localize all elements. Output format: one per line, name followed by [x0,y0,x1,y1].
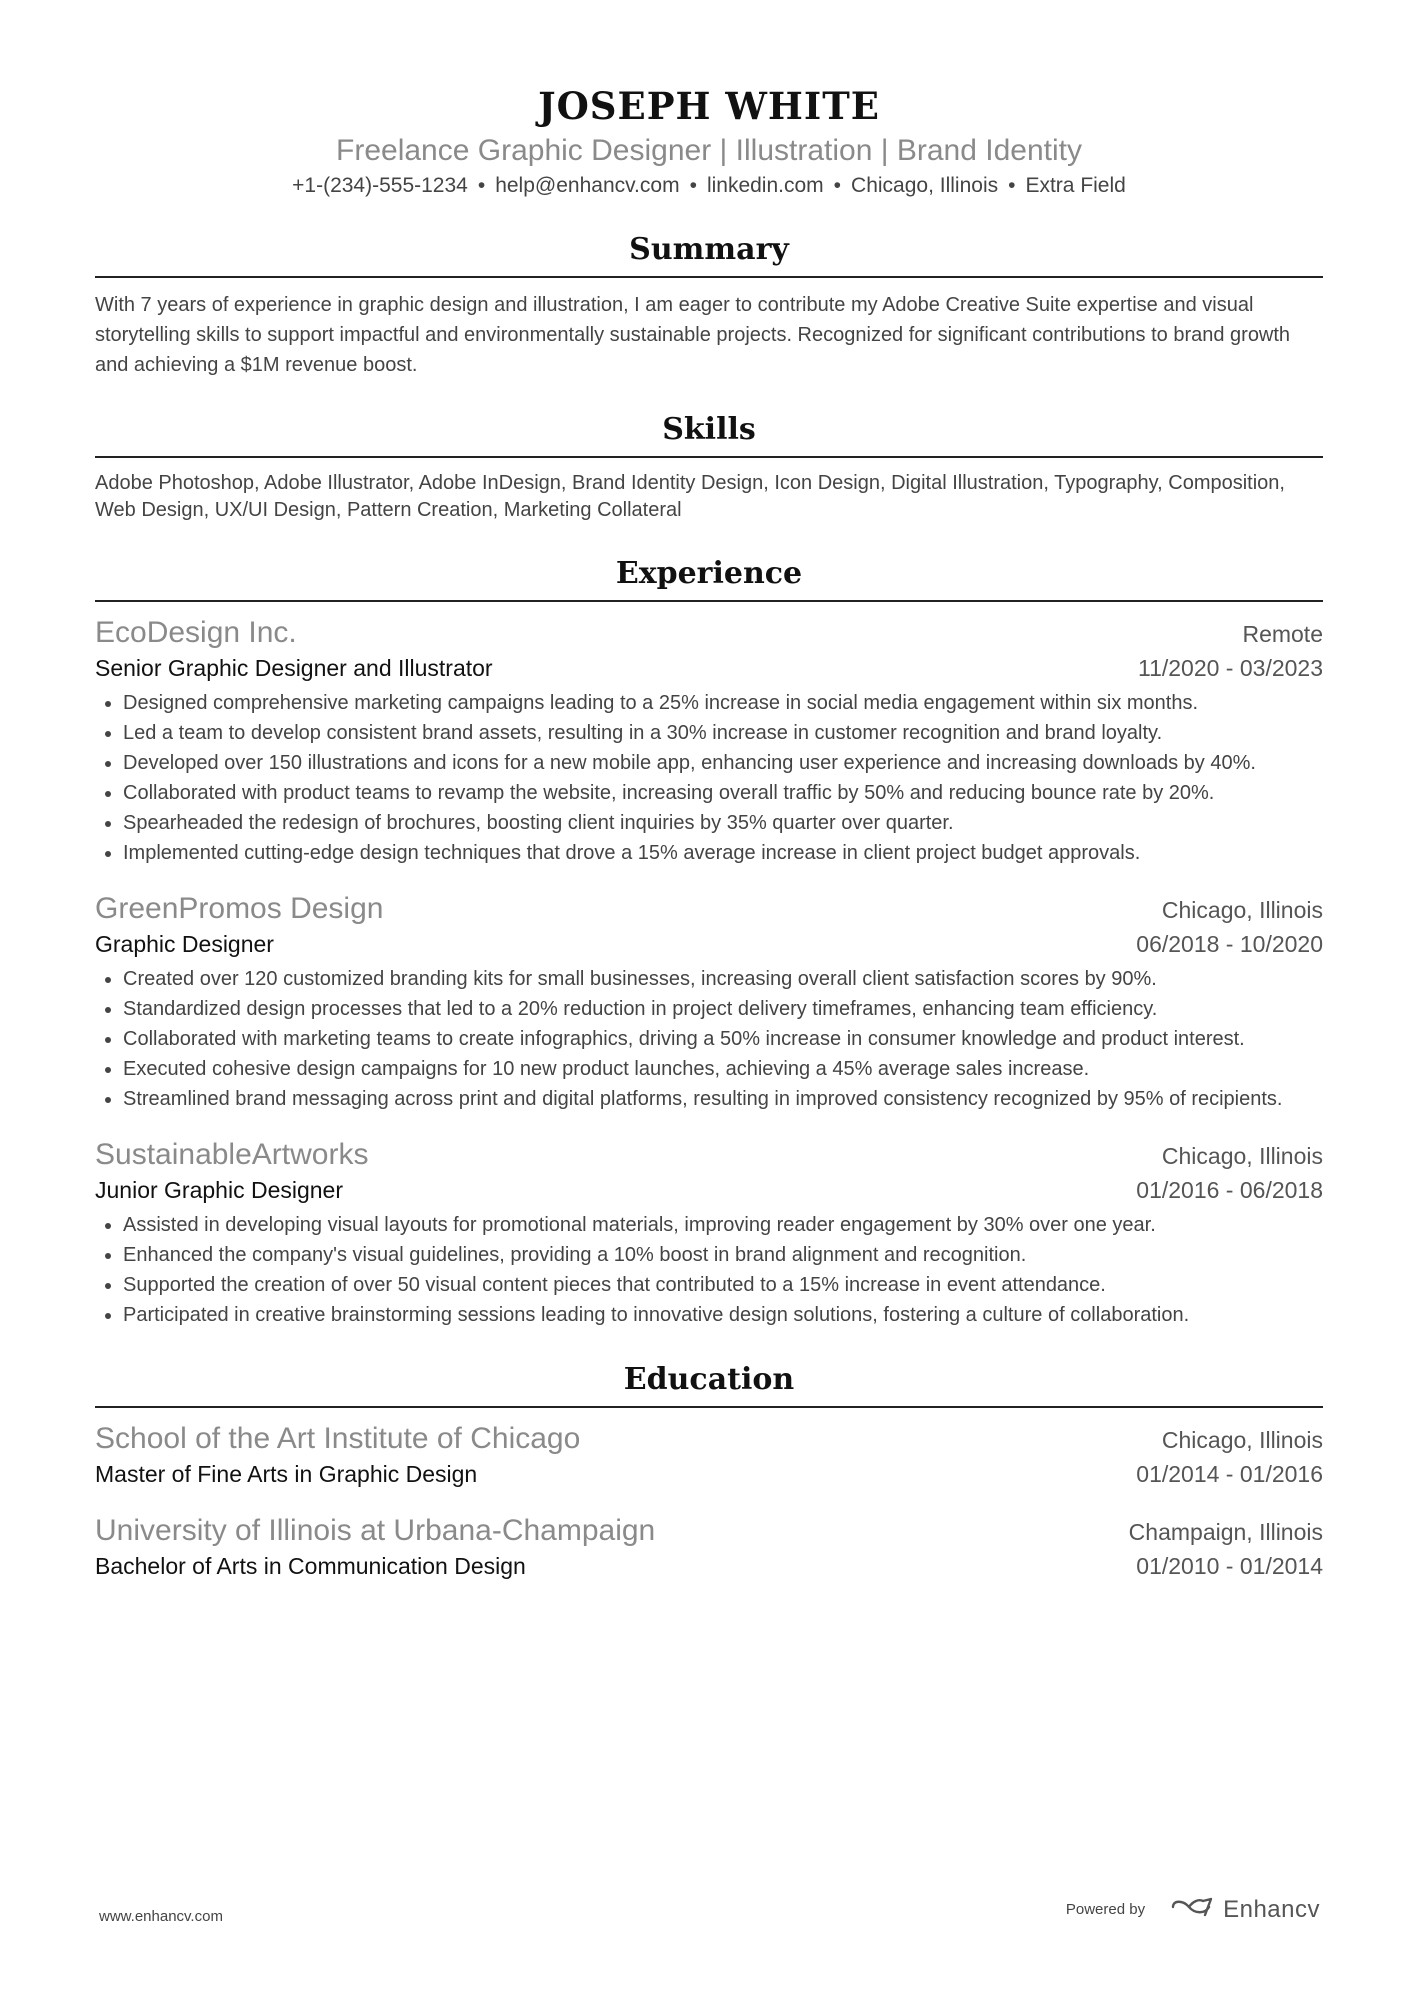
location: Chicago, Illinois [851,174,999,197]
achievement-item: • Participated in creative brainstorming sessions leading to innovative design solutions, fostering a culture of collaboration. [123,1300,1323,1330]
company-name: EcoDesign Inc. [95,616,297,649]
separator: • [833,174,842,197]
extra-field: Extra Field [1025,174,1126,197]
job-title: Graphic Designer [95,931,274,957]
job-location: Chicago, Illinois [1161,897,1323,923]
degree: Master of Fine Arts in Graphic Design [95,1461,478,1487]
achievement-item: • Supported the creation of over 50 visual content pieces that contributed to a 15% increase in event attendance. [123,1270,1323,1300]
experience-section [95,554,1323,1330]
achievement-item: • Spearheaded the redesign of brochures, boosting client inquiries by 35% quarter over quarter. [123,808,1323,838]
footer-website-link[interactable]: www.enhancv.com [99,1908,223,1925]
experience-entry [95,890,1323,1114]
school-name: University of Illinois at Urbana-Champaign [95,1514,656,1547]
contact-line [95,172,1323,200]
email-link[interactable]: help@enhancv.com [495,174,680,197]
achievement-item: • Collaborated with marketing teams to create infographics, driving a 50% increase in consumer knowledge and product interest. [123,1024,1323,1054]
skills-text: Adobe Photoshop, Adobe Illustrator, Adobe InDesign, Brand Identity Design, Icon Design, Digital Illustration, Typography, Composition, Web Design, UX/UI Design, Pattern Creation, Marketing Collateral [95,472,1285,521]
section-title-experience: Experience [95,554,1323,602]
achievement-item: • Collaborated with product teams to revamp the website, increasing overall traffic by 50% and reducing bounce rate by 20%. [123,778,1323,808]
company-name: SustainableArtworks [95,1138,369,1171]
separator: • [477,174,486,197]
job-dates: 01/2016 - 06/2018 [1136,1177,1323,1203]
company-name: GreenPromos Design [95,892,384,925]
candidate-name: JOSEPH WHITE [538,84,880,128]
powered-by [1066,1895,1320,1924]
achievement-item: • Enhanced the company's visual guidelines, providing a 10% boost in brand alignment and recognition. [123,1240,1323,1270]
skills-section [95,410,1323,524]
enhancv-brand: Enhancv [1223,1895,1320,1923]
achievement-item: • Executed cohesive design campaigns for 10 new product launches, achieving a 45% average sales increase. [123,1054,1323,1084]
education-entry [95,1420,1323,1490]
degree: Bachelor of Arts in Communication Design [95,1553,526,1579]
school-location: Chicago, Illinois [1161,1427,1323,1453]
resume-page [95,0,1323,1582]
achievement-list [95,1210,1323,1330]
phone: +1-(234)-555-1234 [292,174,468,197]
headline: Freelance Graphic Designer | Illustration | Brand Identity [336,134,1082,167]
separator: • [689,174,697,197]
job-location: Remote [1242,621,1323,647]
section-title-education: Education [95,1360,1323,1408]
education-dates: 01/2010 - 01/2014 [1136,1553,1323,1579]
education-dates: 01/2014 - 01/2016 [1136,1461,1323,1487]
achievement-item: • Streamlined brand messaging across print and digital platforms, resulting in improved consistency recognized by 95% of recipients. [123,1084,1323,1114]
summary-section [95,230,1323,380]
achievement-item: • Designed comprehensive marketing campaigns leading to a 25% increase in social media engagement within six months. [123,688,1323,718]
achievement-item: • Implemented cutting-edge design techniques that drove a 15% average increase in client project budget approvals. [123,838,1323,868]
job-dates: 11/2020 - 03/2023 [1137,655,1323,681]
achievement-item: • Led a team to develop consistent brand assets, resulting in a 30% increase in customer recognition and brand loyalty. [123,718,1323,748]
education-section [95,1360,1323,1582]
experience-entry [95,614,1323,868]
experience-entry [95,1136,1323,1330]
job-dates: 06/2018 - 10/2020 [1136,931,1323,957]
section-title-skills: Skills [95,410,1323,458]
powered-by-label: Powered by [1065,1901,1146,1918]
achievement-item: • Created over 120 customized branding kits for small businesses, increasing overall client satisfaction scores by 90%. [123,964,1323,994]
enhancv-logo-icon [1169,1895,1215,1924]
school-location: Champaign, Illinois [1128,1519,1323,1545]
job-location: Chicago, Illinois [1161,1143,1323,1169]
achievement-item: • Assisted in developing visual layouts for promotional materials, improving reader engagement by 30% over one year. [123,1210,1323,1240]
linkedin-link[interactable]: linkedin.com [706,174,824,197]
achievement-item: • Standardized design processes that led to a 20% reduction in project delivery timeframes, enhancing team efficiency. [123,994,1323,1024]
separator: • [1008,174,1016,197]
summary-text: With 7 years of experience in graphic design and illustration, I am eager to contribute my Adobe Creative Suite expertise and visual storytelling skills to support impactful and environmentally sustainable projects. Recognized for significant contributions to brand growth and achieving a $1M revenue boost. [95,294,1291,376]
section-title-summary: Summary [95,230,1323,278]
resume-header [95,0,1323,200]
education-entry [95,1512,1323,1582]
achievement-list [95,688,1323,868]
job-title: Senior Graphic Designer and Illustrator [95,655,493,681]
achievement-item: • Developed over 150 illustrations and icons for a new mobile app, enhancing user experience and increasing downloads by 40%. [123,748,1323,778]
achievement-list [95,964,1323,1114]
job-title: Junior Graphic Designer [95,1177,344,1203]
school-name: School of the Art Institute of Chicago [95,1422,581,1455]
